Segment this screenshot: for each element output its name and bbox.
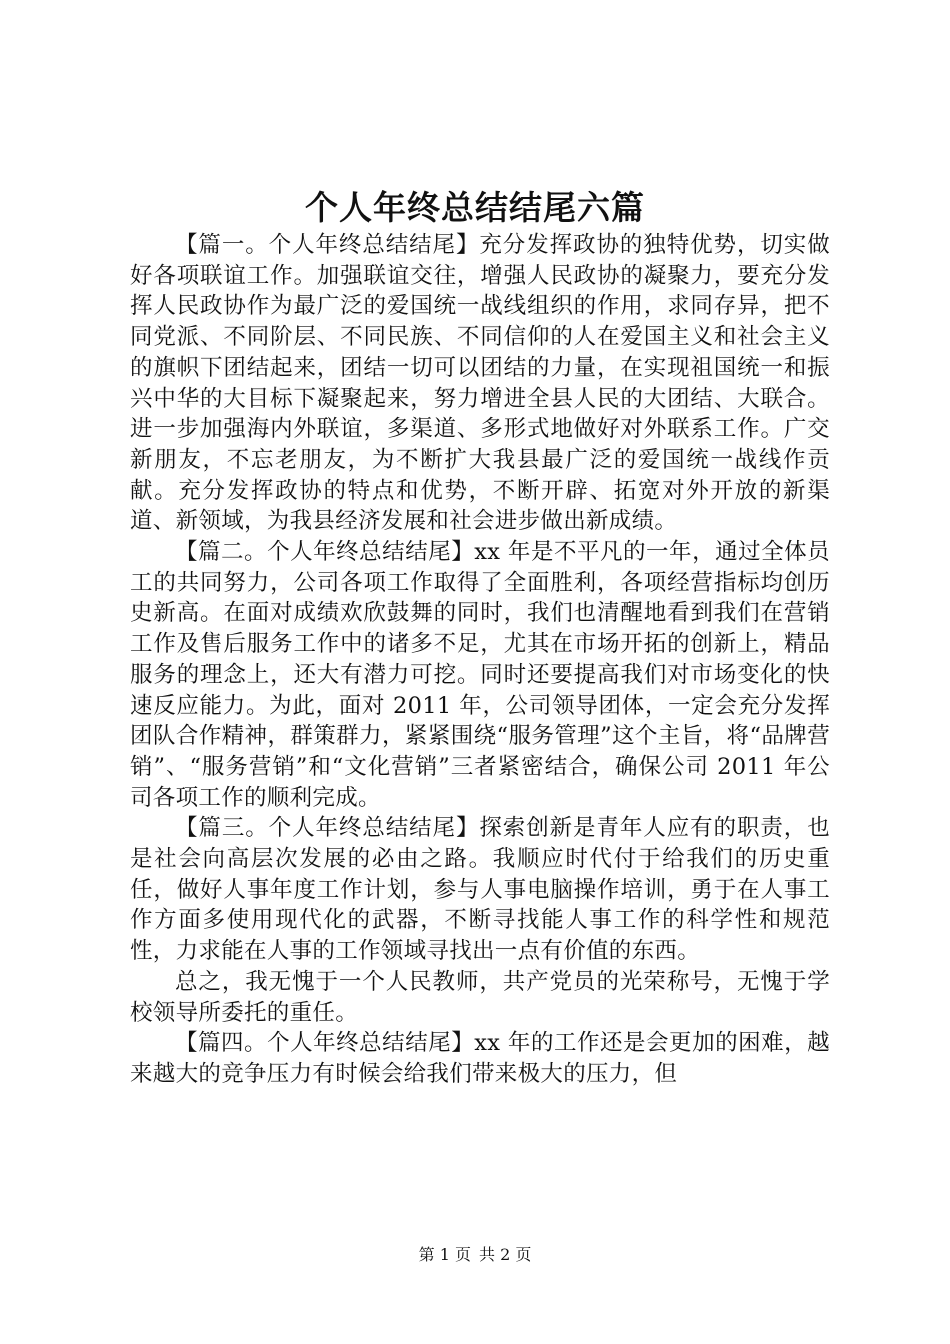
document-body — [130, 230, 830, 1090]
paragraph-3: 【篇三。个人年终总结结尾】探索创新是青年人应有的职责，也是社会向高层次发展的必由之路。我顺应时代付于给我们的历史重任，做好人事年度工作计划，参与人事电脑操作培训，勇于在人事工作方面多使用现代化的武器，不断寻找能人事工作的科学性和规范性，力求能在人事的工作领域寻找出一点有价值的东西。 — [130, 815, 830, 965]
paragraph-1: 【篇一。个人年终总结结尾】充分发挥政协的独特优势，切实做好各项联谊工作。加强联谊交往，增强人民政协的凝聚力，要充分发挥人民政协作为最广泛的爱国统一战线组织的作用，求同存异，把不同党派、不同阶层、不同民族、不同信仰的人在爱国主义和社会主义的旗帜下团结起来，团结一切可以团结的力量，在实现祖国统一和振兴中华的大目标下凝聚起来，努力增进全县人民的大团结、大联合。进一步加强海内外联谊，多渠道、多形式地做好对外联系工作。广交新朋友，不忘老朋友，为不断扩大我县最广泛的爱国统一战线作贡献。充分发挥政协的特点和优势，不断开辟、拓宽对外开放的新渠道、新领域，为我县经济发展和社会进步做出新成绩。 — [130, 232, 830, 535]
page-total: 共 2 页 — [479, 1245, 532, 1264]
page-title: 个人年终总结结尾六篇 — [305, 188, 645, 227]
paragraph-5: 【篇四。个人年终总结结尾】xx 年的工作还是会更加的困难，越来越大的竞争压力有时候会给我们带来极大的压力，但 — [130, 1030, 830, 1087]
paragraph-2: 【篇二。个人年终总结结尾】xx 年是不平凡的一年，通过全体员工的共同努力，公司各项工作取得了全面胜利，各项经营指标均创历史新高。在面对成绩欢欣鼓舞的同时，我们也清醒地看到我们在营销工作及售后服务工作中的诸多不足，尤其在市场开拓的创新上，精品服务的理念上，还大有潜力可挖。同时还要提高我们对市场变化的快速反应能力。为此，面对 2011 年，公司领导团体，一定会充分发挥团队合作精神，群策群力，紧紧围绕“服务管理”这个主旨，将“品牌营销”、“服务营销”和“文化营销”三者紧密结合，确保公司 2011 年公司各项工作的顺利完成。 — [130, 539, 830, 811]
page-footer — [0, 1244, 950, 1266]
paragraph-4: 总之，我无愧于一个人民教师，共产党员的光荣称号，无愧于学校领导所委托的重任。 — [130, 968, 830, 1026]
page-number: 第 1 页 — [418, 1245, 471, 1264]
